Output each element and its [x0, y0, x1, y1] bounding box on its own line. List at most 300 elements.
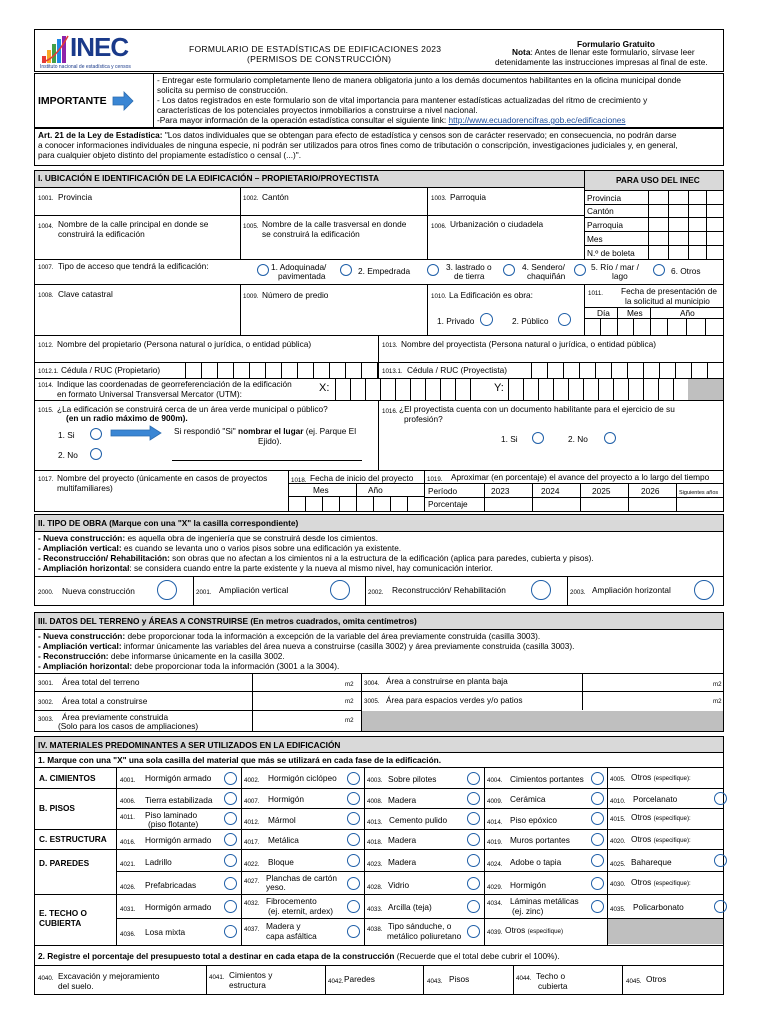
code-1011: 1011.	[588, 290, 604, 297]
mat-4027: Planchas de cartón	[266, 873, 338, 883]
cedula-proyectista-boxes[interactable]	[516, 362, 724, 378]
s2-desc-3-text: son obras que no afectan a los cimientos ni a la estructura de la edificación (aplica para paredes, cubierta y pisos).	[169, 553, 594, 563]
mat-4029: Hormigón	[510, 880, 546, 890]
cat-pisos: B. PISOS	[39, 803, 75, 813]
code-4031: 4031.	[120, 906, 136, 913]
coord-x-boxes[interactable]	[335, 378, 485, 400]
s3-desc-4-bold: - Ampliación horizontal:	[38, 661, 133, 671]
radio-4012[interactable]	[347, 812, 360, 825]
mat-4022: Bloque	[268, 857, 294, 867]
code-4001: 4001.	[120, 777, 136, 784]
fecha-dia: Día	[597, 308, 610, 318]
section-1-title: I. UBICACIÓN E IDENTIFICACIÓN DE LA EDIFICACIÓN – PROPIETARIO/PROYECTISTA	[38, 173, 379, 183]
year-2023: 2023	[491, 486, 510, 496]
doc-no-label: 2. No	[568, 434, 588, 444]
label-fecha-presentacion-2: la solicitud al municipio	[625, 296, 710, 306]
radio-4036[interactable]	[224, 925, 237, 938]
code-1005: 1005.	[243, 223, 259, 230]
mat-4032-2: (ej. eternit, ardex)	[268, 906, 334, 916]
mat-4015-esp: (especifique):	[653, 815, 691, 822]
radio-acceso-1[interactable]	[257, 264, 269, 276]
radio-4004[interactable]	[591, 772, 604, 785]
code-4014: 4014.	[487, 819, 503, 826]
acceso-4-label: 4. Sendero/	[522, 262, 565, 272]
edificaciones-link[interactable]: http://www.ecuadorencifras.gob.ec/edificaciones	[448, 115, 626, 125]
code-4009: 4009.	[487, 798, 503, 805]
radio-4010[interactable]	[714, 792, 727, 805]
unit-m2-3002: m2	[345, 698, 354, 705]
radio-ampliacion-vertical[interactable]	[330, 580, 350, 600]
mat-4034: Láminas metálicas	[510, 896, 579, 906]
pres-4042: Paredes	[344, 974, 375, 984]
radio-area-verde-si[interactable]	[90, 428, 102, 440]
s3-desc-4	[38, 661, 339, 671]
mat-4020-label: Otros	[631, 834, 652, 844]
s2-desc-2-text: es cuando se levanta uno o varios pisos sobre una edificación ya existente.	[121, 543, 402, 553]
mat-4038: Tipo sánduche, o	[388, 921, 452, 931]
code-4013: 4013.	[367, 819, 383, 826]
radio-reconstruccion[interactable]	[531, 580, 551, 600]
mat-4015-label: Otros	[631, 812, 652, 822]
acceso-6-label: 6. Otros	[671, 266, 701, 276]
code-4015: 4015.	[610, 816, 626, 823]
acceso-3-label: 3. lastrado o	[446, 262, 492, 272]
label-clave-catastral: Clave catastral	[58, 289, 113, 299]
pres-4041-2: estructura	[229, 980, 266, 990]
s3-desc-3	[38, 651, 285, 661]
fecha-mes: Mes	[627, 308, 643, 318]
mat-4032: Fibrocemento	[266, 896, 317, 906]
mat-4038-2: metálico poliuretano	[387, 931, 462, 941]
imp-line-3: - Los datos registrados en este formulario son de vital importancia para mantener estadísticas actualizadas del ritmo de crecimiento y	[157, 95, 648, 105]
imp-line-1: - Entregar este formulario completamente lleno de manera obligatoria junto a los demás documentos habilitantes en la oficina municipal donde	[157, 75, 681, 85]
form-title: FORMULARIO DE ESTADÍSTICAS DE EDIFICACIONES 2023	[189, 44, 442, 54]
cat-estructura: C. ESTRUCTURA	[39, 834, 107, 844]
s2-desc-1-bold: - Nueva construcción:	[38, 533, 126, 543]
code-1012: 1012.	[38, 342, 54, 349]
code-1013: 1013.	[382, 342, 398, 349]
art21-line-1	[38, 130, 677, 140]
label-area-previa: Área previamente construida	[62, 712, 169, 722]
acceso-4-label-2: chaquiñán	[527, 271, 566, 281]
obra-privado-label: 1. Privado	[437, 316, 475, 326]
radio-acceso-4[interactable]	[503, 264, 515, 276]
mat-4020	[631, 834, 691, 846]
code-4039: 4039.	[487, 929, 503, 936]
code-4025: 4025.	[610, 861, 626, 868]
coord-x-label: X:	[319, 382, 330, 394]
logo-subtitle: Instituto nacional de estadística y censos	[40, 64, 131, 70]
arrow-right-icon	[112, 90, 134, 117]
unit-m2-3005: m2	[713, 698, 722, 705]
code-4044: 4044.	[516, 975, 532, 982]
label-fecha-inicio: Fecha de inicio del proyecto	[310, 473, 414, 483]
mat-4009: Cerámica	[510, 794, 546, 804]
s2-desc-4	[38, 563, 493, 573]
year-2025: 2025	[592, 486, 611, 496]
mat-4031: Hormigón armado	[145, 902, 212, 912]
acceso-1-label: 1. Adoquinada/	[271, 262, 327, 272]
radio-4002[interactable]	[347, 772, 360, 785]
code-4038: 4038.	[367, 926, 383, 933]
radio-4035[interactable]	[714, 900, 727, 913]
radio-4003[interactable]	[467, 772, 480, 785]
code-4032: 4032.	[244, 900, 260, 907]
label-avance-proyecto: Aproximar (en porcentaje) el avance del proyecto a lo largo del tiempo	[451, 472, 710, 482]
label-area-total-construir: Área total a construirse	[62, 696, 148, 706]
coord-y-label: Y:	[494, 382, 504, 394]
section-2-title: II. TIPO DE OBRA (Marque con una "X" la casilla correspondiente)	[38, 518, 299, 528]
code-1010: 1010.	[431, 293, 447, 300]
mat-4037: Madera y	[266, 921, 301, 931]
radio-4038[interactable]	[467, 925, 480, 938]
inec-row-mes: Mes	[587, 234, 603, 244]
radio-4006[interactable]	[224, 792, 237, 805]
area-verde-si-label: 1. Si	[58, 430, 75, 440]
radio-4025[interactable]	[714, 854, 727, 867]
s3-desc-1-bold: - Nueva construcción:	[38, 631, 126, 641]
s2-desc-1-text: es aquella obra de ingeniería que se construirá desde los cimientos.	[125, 533, 378, 543]
acceso-1-label-2: pavimentada	[278, 271, 326, 281]
code-1016: 1016.	[382, 408, 398, 415]
code-1019: 1019.	[427, 476, 443, 483]
code-4022: 4022.	[244, 861, 260, 868]
mat-4005-esp: (especifique):	[653, 775, 691, 782]
mat-4004: Cimientos portantes	[510, 774, 584, 784]
area-verde-instr-2: (ej. Parque El	[305, 426, 357, 436]
s3-desc-1-text: debe proporcionar toda la información a excepción de la variable del área previamente construida (casilla 3003).	[125, 631, 541, 641]
label-edificacion-obra: La Edificación es obra:	[449, 290, 533, 300]
s3-desc-2	[38, 641, 574, 651]
code-4007: 4007.	[244, 798, 260, 805]
code-1014: 1014.	[38, 382, 54, 389]
radio-nueva-construccion[interactable]	[157, 580, 177, 600]
code-2002: 2002.	[368, 589, 384, 596]
unit-m2-3001: m2	[345, 681, 354, 688]
code-4030: 4030.	[610, 881, 626, 888]
doc-si-label: 1. Si	[501, 434, 518, 444]
code-4037: 4037.	[244, 926, 260, 933]
label-parroquia: Parroquia	[450, 192, 486, 202]
radio-acceso-3[interactable]	[427, 264, 439, 276]
mat-4018: Madera	[388, 835, 417, 845]
radio-4007[interactable]	[347, 792, 360, 805]
mat-4039	[505, 925, 563, 937]
label-cedula-propietario: Cédula / RUC (Propietario)	[61, 365, 161, 375]
label-area-total-terreno: Área total del terreno	[62, 677, 140, 687]
art21-line-3: para cualquier objeto distinto del propiamente estadístico o censal (...)".	[38, 150, 302, 160]
mat-4011-2: (piso flotante)	[148, 819, 199, 829]
label-documento-habilitante: ¿El proyectista cuenta con un documento habilitante para el ejercicio de su	[399, 404, 675, 414]
code-4023: 4023.	[367, 861, 383, 868]
mat-4010: Porcelanato	[633, 794, 678, 804]
mat-4039-esp: (especifique)	[527, 928, 564, 935]
code-1001: 1001.	[38, 195, 54, 202]
code-1008: 1008.	[38, 292, 54, 299]
radio-4018[interactable]	[467, 833, 480, 846]
mat-4006: Tierra estabilizada	[145, 795, 213, 805]
radio-4014[interactable]	[591, 812, 604, 825]
year-2024: 2024	[541, 486, 560, 496]
mat-4015	[631, 812, 691, 824]
radio-ampliacion-horizontal[interactable]	[694, 580, 714, 600]
code-4035: 4035.	[610, 906, 626, 913]
radio-4032[interactable]	[347, 900, 360, 913]
unit-m2-3003: m2	[345, 717, 354, 724]
code-4017: 4017.	[244, 839, 260, 846]
art21-line-2: a conocer informaciones individuales de ninguna especie, ni podrán ser utilizados para otros fines como de tributación o conscripción, investigaciones judiciales y, en general,	[38, 140, 678, 150]
radio-4021[interactable]	[224, 854, 237, 867]
mat-4039-label: Otros	[505, 925, 526, 935]
code-4011: 4011.	[120, 814, 136, 821]
code-4020: 4020.	[610, 838, 626, 845]
cat-cimientos: A. CIMIENTOS	[39, 773, 96, 783]
area-verde-instr-3: Ejido).	[258, 436, 282, 446]
mat-4024: Adobe o tapia	[510, 857, 562, 867]
radio-4019[interactable]	[591, 833, 604, 846]
cat-cubierta: CUBIERTA	[39, 918, 82, 928]
radio-acceso-5[interactable]	[574, 264, 586, 276]
gratuito-label: Formulario Gratuito	[577, 39, 655, 49]
cat-paredes: D. PAREDES	[39, 858, 90, 868]
label-nombre-proyecto: Nombre del proyecto (únicamente en casos de proyectos	[57, 473, 268, 483]
mat-4014: Piso epóxico	[510, 815, 558, 825]
mat-4005-label: Otros	[631, 772, 652, 782]
code-4024: 4024.	[487, 861, 503, 868]
radio-area-verde-no[interactable]	[90, 448, 102, 460]
mat-4011: Piso laminado	[145, 810, 198, 820]
s2-desc-4-bold: - Ampliación horizontal	[38, 563, 130, 573]
acceso-5-label-2: lago	[612, 271, 628, 281]
mat-4020-esp: (especifique):	[653, 837, 691, 844]
mat-4035: Policarbonato	[633, 902, 684, 912]
radio-4023[interactable]	[467, 854, 480, 867]
code-2001: 2001.	[196, 589, 212, 596]
mat-4017: Metálica	[268, 835, 299, 845]
code-4033: 4033.	[367, 906, 383, 913]
s2-desc-3	[38, 553, 594, 563]
mat-4021: Ladrillo	[145, 857, 172, 867]
imp-line-5	[157, 115, 626, 125]
art21-label: Art. 21 de la Ley de Estadística:	[38, 130, 163, 140]
area-verde-no-label: 2. No	[58, 450, 78, 460]
code-3003: 3003.	[38, 716, 54, 723]
inec-use-title: PARA USO DEL INEC	[616, 175, 700, 185]
code-1003: 1003.	[431, 195, 447, 202]
nota-label: Nota	[512, 47, 531, 57]
radio-4016[interactable]	[224, 833, 237, 846]
coord-y-boxes[interactable]	[508, 378, 688, 400]
radio-doc-no[interactable]	[604, 432, 616, 444]
s3-desc-2-bold: - Ampliación vertical:	[38, 641, 122, 651]
imp-line-5-text: -Para mayor información de la operación estadística consultar el siguiente link:	[157, 115, 447, 125]
logo-text: INEC	[70, 32, 129, 62]
label-proyectista: Nombre del proyectista (Persona natural o jurídica, o entidad pública)	[401, 339, 657, 349]
obra-publico-label: 2. Público	[512, 316, 549, 326]
label-area-verdes: Área para espacios verdes y/o patios	[386, 695, 523, 705]
nota	[512, 47, 695, 57]
label-cedula-proyectista: Cédula / RUC (Proyectista)	[407, 365, 508, 375]
obra-nueva-label: Nueva construcción	[62, 586, 135, 596]
s3-desc-1	[38, 631, 540, 641]
radio-4026[interactable]	[224, 877, 237, 890]
mat-4036: Losa mixta	[145, 927, 186, 937]
radio-4037[interactable]	[347, 925, 360, 938]
s3-desc-2-text: informar únicamente las variables del área nueva a construirse (casilla 3002) y área previamente construida (casilla 3003).	[121, 641, 575, 651]
nota-text-2: detenidamente las instrucciones impresas al final de este.	[495, 57, 708, 67]
label-calle-trasversal: Nombre de la calle trasversal en donde	[262, 219, 407, 229]
radio-4013[interactable]	[467, 812, 480, 825]
radio-4031[interactable]	[224, 900, 237, 913]
radio-4008[interactable]	[467, 792, 480, 805]
code-2000: 2000.	[38, 589, 54, 596]
radio-4017[interactable]	[347, 833, 360, 846]
code-3001: 3001.	[38, 680, 54, 687]
mat-4019: Muros portantes	[510, 835, 570, 845]
code-4019: 4019.	[487, 839, 503, 846]
form-subtitle: (PERMISOS DE CONSTRUCCIÓN)	[247, 54, 392, 64]
radio-doc-si[interactable]	[532, 432, 544, 444]
code-4042: 4042.	[328, 978, 344, 985]
radio-4001[interactable]	[224, 772, 237, 785]
label-coordenadas-2: en formato Universal Transversal Mercator (UTM):	[57, 389, 242, 399]
radio-4024[interactable]	[591, 854, 604, 867]
radio-privado[interactable]	[480, 313, 493, 326]
code-4026: 4026.	[120, 884, 136, 891]
code-1012-1: 1012.1.	[38, 368, 59, 375]
porcentaje-label: Porcentaje	[428, 499, 468, 509]
pres-4040: Excavación y mejoramiento	[58, 971, 160, 981]
inec-row-provincia: Provincia	[587, 193, 622, 203]
section-4-q2-text: (Recuerde que el total debe cubrir el 100%).	[394, 951, 560, 961]
pres-4043: Pisos	[449, 974, 470, 984]
label-provincia: Provincia	[58, 192, 93, 202]
code-3005: 3005.	[364, 698, 380, 705]
code-1007: 1007.	[38, 264, 54, 271]
obra-ampliacion-horizontal-label: Ampliación horizontal	[592, 585, 671, 595]
label-area-verde: ¿La edificación se construirá cerca de un área verde municipal o público?	[57, 404, 328, 414]
unit-m2-3004: m2	[713, 681, 722, 688]
mat-4001: Hormigón armado	[145, 773, 212, 783]
label-nombre-proyecto-2: multifamiliares)	[57, 483, 113, 493]
radio-acceso-6[interactable]	[653, 264, 665, 276]
radio-4028[interactable]	[467, 877, 480, 890]
code-1018: 1018.	[291, 477, 307, 484]
code-4006: 4006.	[120, 798, 136, 805]
code-4018: 4018.	[367, 839, 383, 846]
s2-desc-2	[38, 543, 401, 553]
code-4040: 4040.	[38, 975, 54, 982]
code-4041: 4041.	[209, 974, 225, 981]
acceso-3-label-2: de tierra	[454, 271, 485, 281]
inec-row-canton: Cantón	[587, 206, 614, 216]
code-1002: 1002.	[243, 195, 259, 202]
code-1015: 1015.	[38, 407, 54, 414]
code-4016: 4016.	[120, 839, 136, 846]
label-canton: Cantón	[262, 192, 289, 202]
code-4004: 4004.	[487, 777, 503, 784]
inec-row-parroquia: Parroquia	[587, 220, 623, 230]
label-tipo-acceso: Tipo de acceso que tendrá la edificación:	[58, 261, 209, 271]
section-4-q2-bold: 2. Registre el porcentaje del presupuesto total a destinar en cada etapa de la construcción	[38, 951, 395, 961]
mat-4023: Madera	[388, 857, 417, 867]
imp-line-4: características de los potenciales proyectos inmobiliarios a construirse a nivel nacional.	[157, 105, 478, 115]
code-1009: 1009.	[243, 293, 259, 300]
section-4-title: IV. MATERIALES PREDOMINANTES A SER UTILIZADOS EN LA EDIFICACIÓN	[38, 740, 341, 750]
radio-4029[interactable]	[591, 877, 604, 890]
nota-text: : Antes de llenar este formulario, sírvase leer	[530, 47, 695, 57]
code-4034: 4034.	[487, 900, 503, 907]
mat-4002: Hormigón ciclópeo	[268, 773, 337, 783]
importante-label: IMPORTANTE	[38, 95, 107, 107]
label-propietario: Nombre del propietario (Persona natural o jurídica, o entidad pública)	[57, 339, 312, 349]
area-verde-instr-1: Si respondió "Si"	[174, 426, 236, 436]
mat-4008: Madera	[388, 795, 417, 805]
s2-desc-1	[38, 533, 378, 543]
radio-4033[interactable]	[467, 900, 480, 913]
radio-acceso-2[interactable]	[340, 264, 352, 276]
code-4005: 4005.	[610, 776, 626, 783]
code-4008: 4008.	[367, 798, 383, 805]
mat-4034-2: (ej. zinc)	[512, 906, 544, 916]
area-verde-instr-bold: nombrar el lugar	[238, 426, 304, 436]
fecha-anio: Año	[680, 308, 695, 318]
radio-4009[interactable]	[591, 792, 604, 805]
code-4029: 4029.	[487, 884, 503, 891]
obra-reconstruccion-label: Reconstrucción/ Rehabilitación	[392, 585, 506, 595]
label-area-planta-baja: Área a construirse en planta baja	[386, 676, 508, 686]
mat-4007: Hormigón	[268, 794, 304, 804]
code-1006: 1006.	[431, 223, 447, 230]
code-4003: 4003.	[367, 777, 383, 784]
radio-4022[interactable]	[347, 854, 360, 867]
radio-4011[interactable]	[224, 812, 237, 825]
cat-techo: E. TECHO O	[39, 908, 87, 918]
code-4043: 4043.	[427, 978, 443, 985]
label-calle-principal: Nombre de la calle principal en donde se	[58, 219, 209, 229]
code-4010: 4010.	[610, 798, 626, 805]
fecha-inicio-anio: Año	[368, 485, 383, 495]
pres-4044: Techo o	[536, 971, 566, 981]
pres-4040-2: del suelo.	[58, 981, 94, 991]
radio-4027[interactable]	[347, 877, 360, 890]
mat-4028: Vidrio	[388, 880, 410, 890]
siguientes-anios: Siguientes años	[679, 490, 719, 496]
radio-4034[interactable]	[591, 900, 604, 913]
fecha-inicio-mes: Mes	[313, 485, 329, 495]
mat-4026: Prefabricadas	[145, 880, 197, 890]
pres-4044-2: cubierta	[538, 981, 568, 991]
code-3002: 3002.	[38, 699, 54, 706]
label-calle-principal-2: construirá la edificación	[58, 229, 145, 239]
s2-desc-2-bold: - Ampliación vertical:	[38, 543, 122, 553]
inec-row-boleta: N.º de boleta	[587, 248, 635, 258]
mat-4033: Arcilla (teja)	[388, 902, 432, 912]
cedula-propietario-boxes[interactable]	[170, 362, 378, 378]
mat-4030	[631, 877, 691, 889]
mat-4030-label: Otros	[631, 877, 652, 887]
mat-4005	[631, 772, 691, 784]
label-area-previa-2: (Solo para los casos de ampliaciones)	[58, 721, 199, 731]
radio-publico[interactable]	[558, 313, 571, 326]
label-documento-habilitante-2: profesión?	[404, 414, 443, 424]
code-1017: 1017.	[38, 476, 54, 483]
mat-4012: Mármol	[268, 815, 296, 825]
label-area-verde-2: (en un radio máximo de 900m).	[66, 413, 188, 423]
code-1004: 1004.	[38, 223, 54, 230]
code-4036: 4036.	[120, 931, 136, 938]
s3-desc-4-text: debe proporcionar toda la información (3001 a la 3004).	[132, 661, 340, 671]
